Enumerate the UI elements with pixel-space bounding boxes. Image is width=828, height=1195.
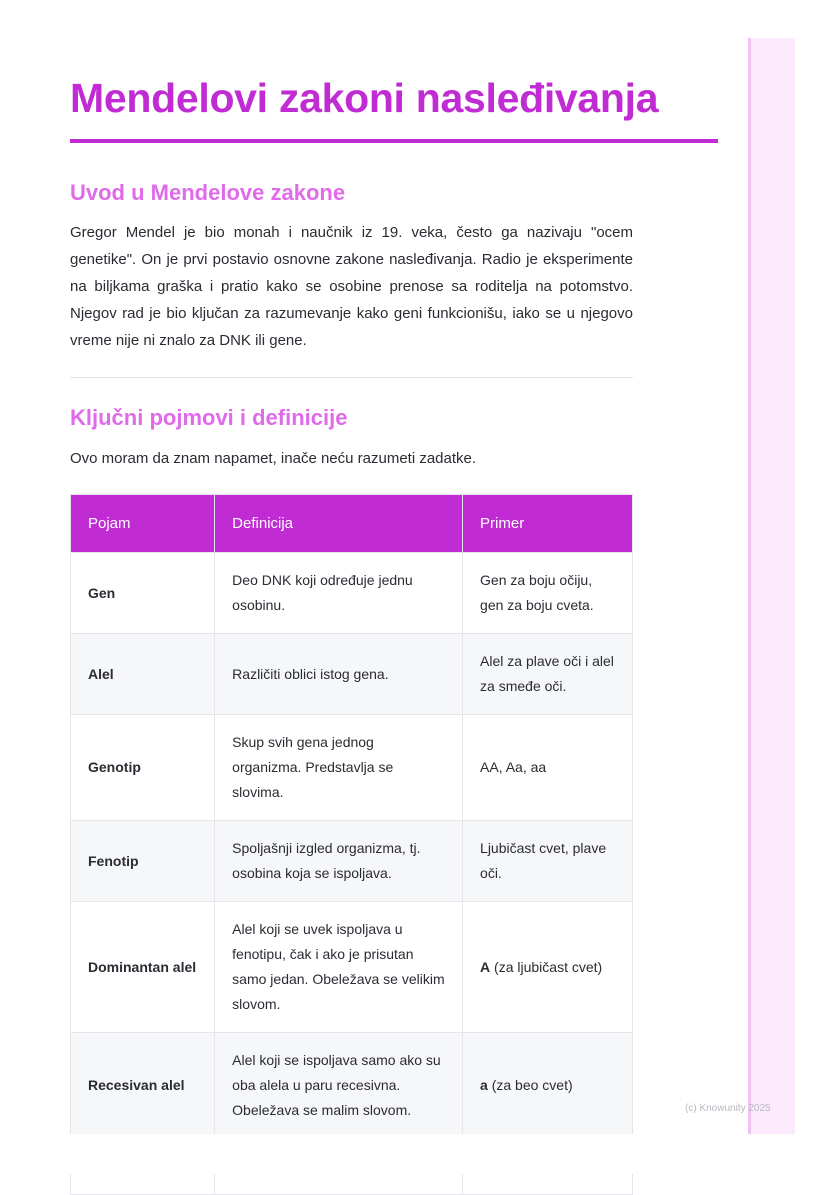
example-text: (za ljubičast cvet) — [490, 958, 603, 975]
table-row — [71, 902, 633, 1033]
definitions-heading: Ključni pojmovi i definicije — [70, 405, 348, 430]
example-cell — [463, 634, 633, 715]
page-bottom-mask — [0, 1134, 748, 1174]
example-text: Alel za plave oči i alel za smeđe oči. — [480, 653, 614, 694]
example-text: (za beo cvet) — [487, 1077, 573, 1093]
table-row — [71, 634, 633, 715]
example-bold: A — [480, 958, 491, 975]
term-cell: Recesivan alel — [71, 1033, 215, 1139]
section-divider — [70, 377, 633, 378]
definition-cell: Skup svih gena jednog organizma. Predstavlja se slovima. — [215, 715, 463, 821]
definitions-lead: Ovo moram da znam napamet, inače neću razumeti zadatke. — [70, 450, 477, 467]
definition-cell: Različiti oblici istog gena. — [215, 634, 463, 715]
table-row — [71, 1033, 633, 1139]
column-header-definition: Definicija — [215, 495, 463, 553]
example-text: AA, Aa, aa — [480, 759, 547, 775]
definition-cell: Alel koji se ispoljava samo ako su oba alela u paru recesivna. Obeležava se malim slovom. — [215, 1033, 463, 1139]
definition-cell: Alel koji se uvek ispoljava u fenotipu, čak i ako je prisutan samo jedan. Obeležava se velikim slovom. — [215, 902, 463, 1033]
example-text: Ljubičast cvet, plave oči. — [480, 840, 607, 881]
document-body — [70, 70, 718, 1195]
term-cell: Alel — [71, 634, 215, 715]
table-row — [71, 715, 633, 821]
term-cell: Gen — [71, 553, 215, 634]
term-cell: Genotip — [71, 715, 215, 821]
term-cell: Fenotip — [71, 821, 215, 902]
example-bold: a — [480, 1077, 488, 1093]
table-row — [71, 553, 633, 634]
column-header-example: Primer — [463, 495, 633, 553]
example-cell — [463, 821, 633, 902]
table-header-row — [71, 495, 633, 553]
copyright-notice: (c) Knowunity 2025 — [685, 1103, 771, 1114]
example-text: Gen za boju očiju, gen za boju cveta. — [480, 572, 594, 613]
intro-heading: Uvod u Mendelove zakone — [70, 180, 346, 205]
definition-cell: Spoljašnji izgled organizma, tj. osobina koja se ispoljava. — [215, 821, 463, 902]
definitions-table — [70, 494, 633, 1195]
table-row — [71, 821, 633, 902]
example-cell — [463, 1033, 633, 1139]
definition-cell: Deo DNK koji određuje jednu osobinu. — [215, 553, 463, 634]
intro-paragraph: Gregor Mendel je bio monah i naučnik iz 19. veka, često ga nazivaju "ocem genetike". On je prvi postavio osnovne zakone nasleđivanja. Radio je eksperimente na biljkama graška i pratio kako se osobine prenose sa roditelja na potomstvo. Njegov rad je bio ključan za razumevanje kako geni funkcionišu, iako se u njegovo vreme nije ni znalo za DNK ili gene. — [70, 224, 633, 349]
example-cell — [463, 715, 633, 821]
term-cell: Dominantan alel — [71, 902, 215, 1033]
example-cell — [463, 553, 633, 634]
side-decoration-strip — [748, 38, 795, 1134]
title-underline — [70, 139, 718, 143]
page-title: Mendelovi zakoni nasleđivanja — [70, 75, 659, 121]
example-cell — [463, 902, 633, 1033]
column-header-term: Pojam — [71, 495, 215, 553]
